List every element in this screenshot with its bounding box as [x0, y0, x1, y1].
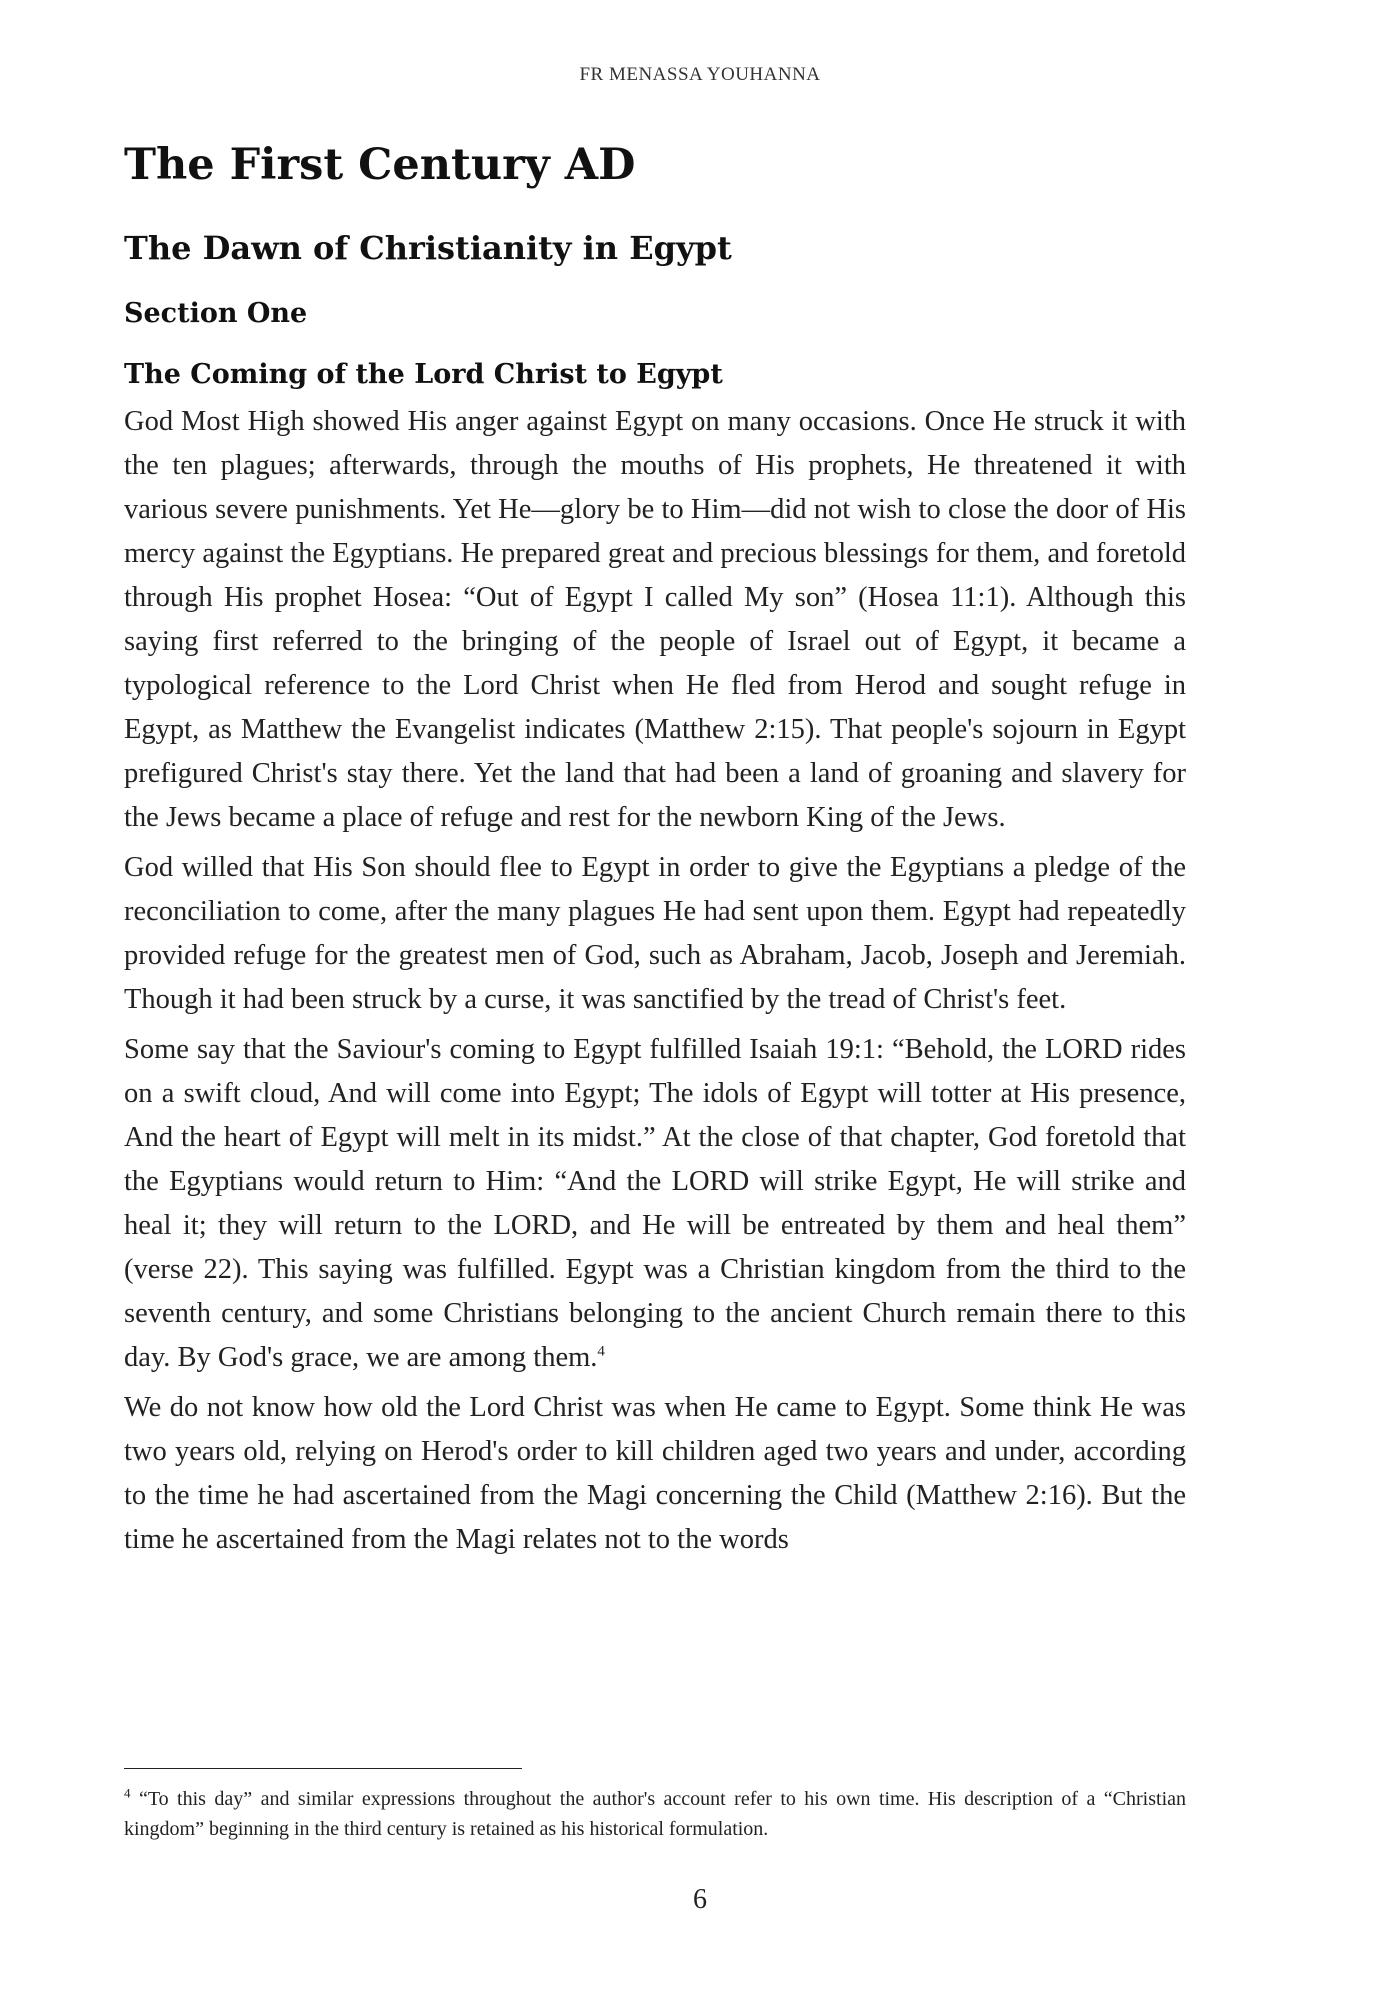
chapter-subtitle: The Dawn of Christianity in Egypt — [124, 228, 732, 267]
paragraph-2: God willed that His Son should flee to Egypt in order to give the Egyptians a pledge of the reconciliation to come, after the many plagues He had sent upon them. Egypt had repeatedly provided refuge for the greatest men of God, such as Abraham, Jacob, Joseph and Jeremiah. Though it had been struck by a curse, it was sanctified by the tread of Christ's feet. — [124, 851, 1186, 1015]
paragraph-4: We do not know how old the Lord Christ was when He came to Egypt. Some think He was two years old, relying on Herod's order to kill children aged two years and under, according to the time he had ascertained from the Magi concerning the Child (Matthew 2:16). But the time he ascertained from the Magi relates not to the words — [124, 1391, 1186, 1555]
paragraph-1: God Most High showed His anger against Egypt on many occasions. Once He struck it with the ten plagues; afterwards, through the mouths of His prophets, He threatened it with various severe punishments. Yet He—glory be to Him—did not wish to close the door of His mercy against the Egyptians. He prepared great and precious blessings for them, and foretold through His prophet Hosea: “Out of Egypt I called My son” (Hosea 11:1). Although this saying first referred to the bringing of the people of Israel out of Egypt, it became a typological reference to the Lord Christ when He fled from Herod and sought refuge in Egypt, as Matthew the Evangelist indicates (Matthew 2:15). That people's sojourn in Egypt prefigured Christ's stay there. Yet the land that had been a land of groaning and slavery for the Jews became a place of refuge and rest for the newborn King of the Jews. — [124, 405, 1186, 833]
footnote-reference[interactable]: 4 — [597, 1343, 605, 1360]
page-content — [124, 140, 1186, 1568]
running-head: FR MENASSA YOUHANNA — [579, 64, 821, 85]
footnote-marker: 4 — [124, 1785, 131, 1801]
section-title: The Coming of the Lord Christ to Egypt — [124, 358, 723, 390]
page-number: 6 — [693, 1884, 707, 1915]
footnote-divider — [124, 1768, 522, 1769]
body-text — [124, 400, 1186, 1562]
footnote-text: “To this day” and similar expressions throughout the author's account refer to his own time. His description of a “Christian kingdom” beginning in the third century is retained as his historical formulation. — [124, 1788, 1187, 1840]
chapter-title: The First Century AD — [124, 140, 636, 190]
footnote — [124, 1784, 1186, 1844]
section-label: Section One — [124, 297, 308, 329]
paragraph-3-text: Some say that the Saviour's coming to Egypt fulfilled Isaiah 19:1: “Behold, the LORD rides on a swift cloud, And will come into Egypt; The idols of Egypt will totter at His presence, And the heart of Egypt will melt in its midst.” At the close of that chapter, God foretold that the Egyptians would return to Him: “And the LORD will strike Egypt, He will strike and heal it; they will return to the LORD, and He will be entreated by them and heal them” (verse 22). This saying was fulfilled. Egypt was a Christian kingdom from the third to the seventh century, and some Christians belonging to the ancient Church remain there to this day. By God's grace, we are among them. — [124, 1033, 1186, 1373]
paragraph-3 — [124, 1028, 1186, 1380]
